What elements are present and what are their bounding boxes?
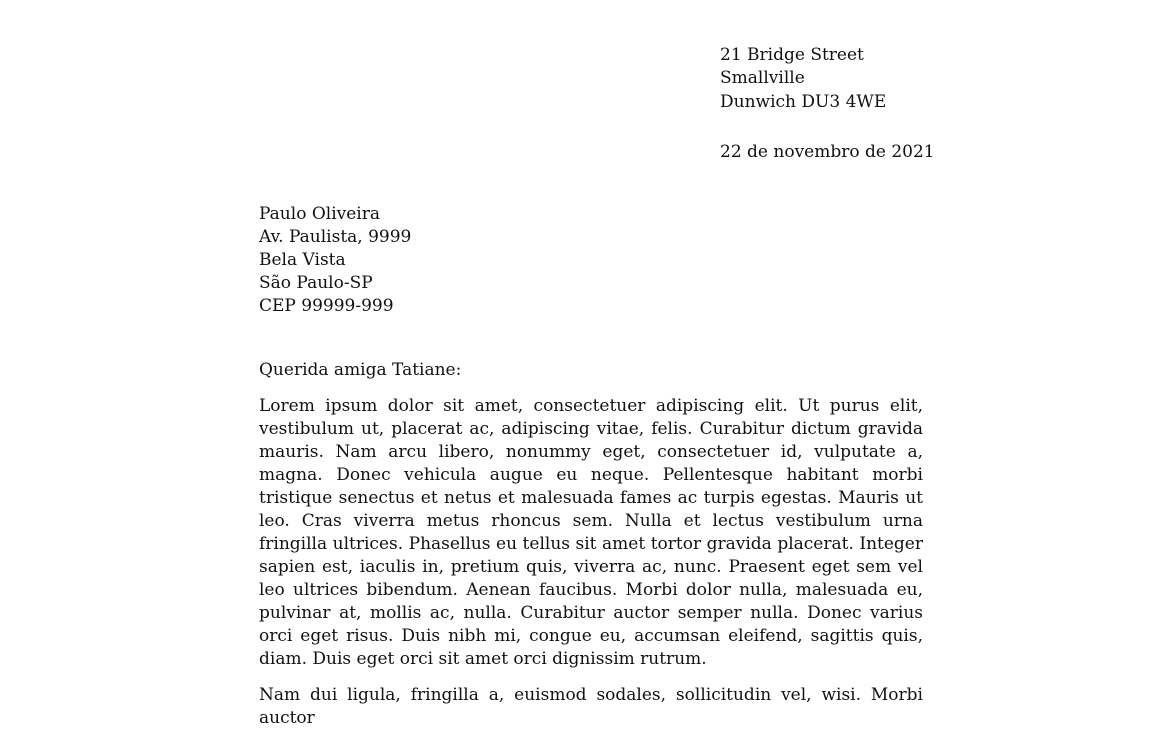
recipient-block	[259, 203, 411, 318]
recipient-street: Av. Paulista, 9999	[259, 227, 412, 247]
sender-postcode: Dunwich DU3 4WE	[720, 91, 887, 112]
letter-date: 22 de novembro de 2021	[720, 142, 935, 163]
body-paragraph-2: Nam dui ligula, fringilla a, euismod sodales, sollicitudin vel, wisi. Morbi auctor	[259, 685, 923, 728]
body-paragraph-1: Lorem ipsum dolor sit amet, consectetuer adipiscing elit. Ut purus elit, vestibulum ut, placerat ac, adipiscing vitae, felis. Curabitur dictum gravida mauris. Nam arcu libero, nonummy eget, consectetuer id, vulputate a, magna. Donec vehicula augue eu neque. Pellentesque habitant morbi tristique senectus et netus et malesuada fames ac turpis egestas. Mauris ut leo. Cras viverra metus rhoncus sem. Nulla et lectus vestibulum urna fringilla ultrices. Phasellus eu tellus sit amet tortor gravida placerat. Integer sapien est, iaculis in, pretium quis, viverra ac, nunc. Praesent eget sem vel leo ultrices bibendum. Aenean faucibus. Morbi dolor nulla, malesuada eu, pulvinar at, mollis ac, nulla. Curabitur auctor semper nulla. Donec varius orci eget risus. Duis nibh mi, congue eu, accumsan eleifend, sagittis quis, diam. Duis eget orci sit amet orci dignissim rutrum.	[259, 396, 923, 669]
sender-street: 21 Bridge Street	[720, 45, 864, 65]
recipient-name: Paulo Oliveira	[259, 204, 381, 224]
salutation: Querida amiga Tatiane:	[259, 360, 462, 380]
recipient-city: São Paulo-SP	[259, 273, 373, 293]
sender-town: Smallville	[720, 68, 805, 89]
recipient-postal-code: CEP 99999-999	[259, 296, 394, 316]
sender-block	[720, 44, 935, 165]
letter-body	[259, 359, 923, 743]
recipient-district: Bela Vista	[259, 250, 346, 270]
